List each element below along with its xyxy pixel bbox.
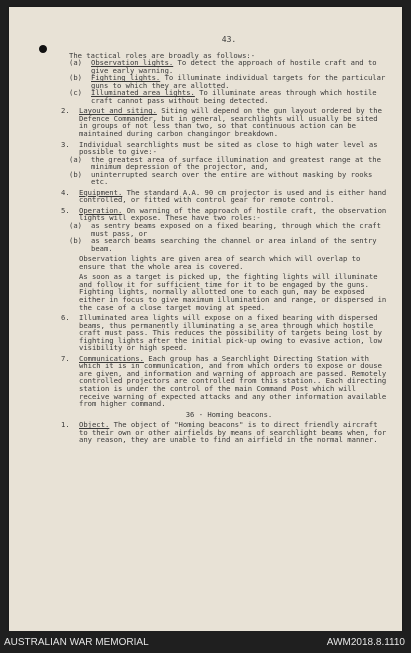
section-text: Individual searchlights must be sited as close to high water level as possible to give:-	[79, 139, 378, 157]
list-item	[69, 237, 389, 252]
role-text: To illuminate areas through which hostile craft cannot pass without being detected.	[91, 88, 377, 105]
section-2	[61, 106, 389, 139]
item-text: the greatest area of surface illumination and greatest range at the minimum depression of the projector, and,	[91, 154, 381, 172]
section-title: Layout and siting.	[79, 106, 157, 116]
page-number: 43.	[221, 35, 237, 44]
item-text: uninterrupted search over the entire are without masking by rooks etc.	[91, 169, 373, 187]
section-1	[61, 420, 389, 445]
document-page	[9, 7, 402, 631]
section-number: 3.	[61, 139, 70, 149]
paragraph	[69, 273, 389, 311]
section-7	[61, 353, 389, 409]
item-label: (a)	[69, 154, 82, 164]
section-heading: 36 - Homing beacons.	[185, 409, 273, 419]
section-text: On warning of the approach of hostile craft, the observation lights will expose. These have two roles:-	[79, 205, 387, 223]
section-number: 2.	[61, 106, 70, 116]
section-6	[61, 313, 389, 353]
section-text: The standard A.A. 90 cm projector is used and is either hand controlled, or fitted with control gear for remote control.	[79, 187, 387, 205]
role-item	[69, 59, 389, 74]
item-label: (a)	[69, 221, 82, 231]
section-number: 4.	[61, 187, 70, 197]
role-title: Observation lights.	[91, 58, 174, 68]
footer-institution: AUSTRALIAN WAR MEMORIAL	[4, 637, 149, 648]
role-item	[69, 74, 389, 89]
role-text: To illuminate individual targets for the particular guns to which they are allotted.	[91, 73, 386, 90]
section-4	[61, 187, 389, 205]
section-title: Object.	[79, 420, 110, 430]
section-text: Illuminated area lights will expose on a fixed bearing with dispersed beams, thus permanently illuminating a se area through which hostile craft must pass. This reduces the possibility of targets being lost by fighting lights after the initial pick-up owing to evasive action, low visibility or high speed.	[79, 313, 382, 353]
paragraph	[69, 255, 389, 270]
archive-footer	[0, 631, 411, 653]
section-text: Siting will depend on the gun layout ordered by the Defence Commander, but in general, searchlights will usually be sited in groups of not less than two, so that continuous action can be maintained during carbon changingor breakdown.	[79, 106, 382, 139]
item-label: (b)	[69, 236, 82, 246]
section-number: 1.	[61, 420, 70, 430]
list-item	[69, 156, 389, 171]
section-title: Operation.	[79, 205, 123, 215]
section-3	[61, 139, 389, 157]
list-item	[69, 171, 389, 186]
paragraph-text: As soon as a target is picked up, the fighting lights will illuminate and follow it for sufficient time for it to be engaged by the guns. Fighting lights, normally allotted one to each gun, may be exposed either in focus to give maximum illumination and range, or dispersed in the case of a close target moving at speed.	[79, 272, 387, 312]
section-number: 5.	[61, 205, 70, 215]
section-title: Communications.	[79, 353, 144, 363]
item-text: as search beams searching the channel or area inland of the sentry beam.	[91, 236, 377, 253]
role-title: Illuminated area lights.	[91, 88, 195, 98]
role-title: Fighting lights.	[91, 73, 161, 83]
role-label: (b)	[69, 73, 82, 83]
role-text: To detect the approach of hostile craft and to give early warning.	[91, 58, 377, 75]
item-label: (b)	[69, 169, 82, 179]
role-label: (c)	[69, 88, 82, 98]
section-text: The object of "Homing beacons" is to direct friendly aircraft to their own or other airfields by means of searchlight beams when, for any reason, they are unable to find an airfield in the normal manner.	[79, 420, 387, 445]
document-text	[61, 35, 389, 445]
list-item	[69, 222, 389, 237]
intro-text: The tactical roles are broadly as follows:-	[69, 50, 256, 60]
section-number: 7.	[61, 353, 70, 363]
section-5	[61, 205, 389, 223]
section-title: Equipment.	[79, 187, 123, 197]
role-label: (a)	[69, 58, 82, 68]
paragraph-text: Observation lights are given area of search which will overlap to ensure that the whole area is covered.	[79, 254, 361, 271]
section-number: 6.	[61, 313, 70, 323]
item-text: as sentry beams exposed on a fixed bearing, through which the craft must pass, or	[91, 221, 381, 238]
section-text: Each group has a Searchlight Directing Station with which it is in communication, and from which orders to expose or douse are given, and information and warning of approach are passed. Remotely controlled projectors are controlled from this station.. Each directing station is under the control of the main Command Post which will receive warning of expected attacks and any other information available from higher command.	[79, 353, 387, 409]
footer-accession-number: AWM2018.8.1110	[326, 637, 405, 648]
role-item	[69, 89, 389, 104]
punch-hole	[39, 45, 47, 53]
